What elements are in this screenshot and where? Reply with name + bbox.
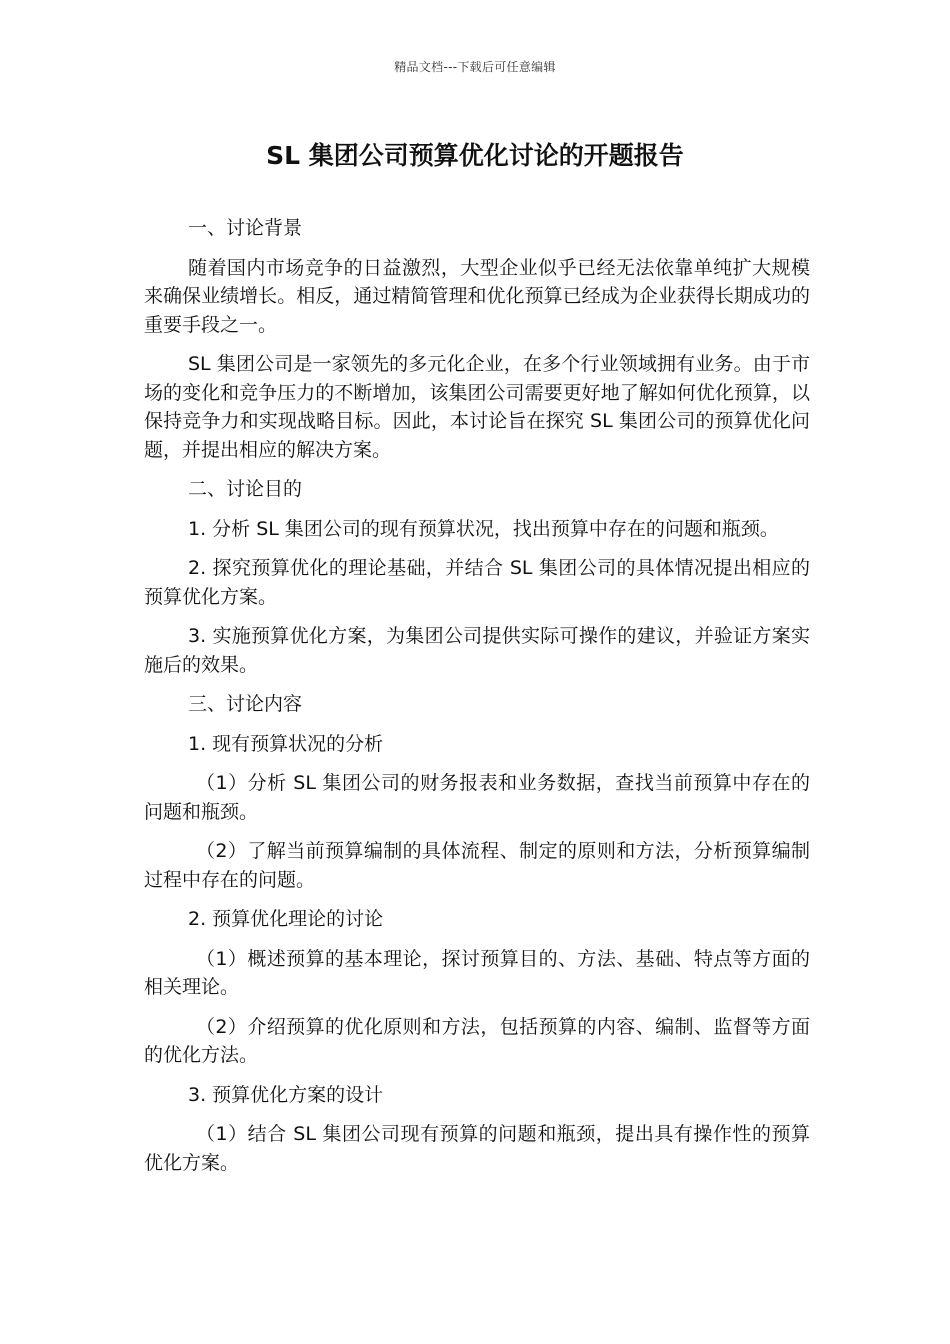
- document-body: [144, 214, 810, 1188]
- purpose-item-3: 3. 实施预算优化方案，为集团公司提供实际可操作的建议，并验证方案实施后的效果。: [144, 625, 810, 676]
- section-heading-purpose: 二、讨论目的: [188, 478, 303, 500]
- content-item-2-2: （2）介绍预算的优化原则和方法，包括预算的内容、编制、监督等方面的优化方法。: [144, 1015, 810, 1066]
- purpose-item-1: 1. 分析 SL 集团公司的现有预算状况，找出预算中存在的问题和瓶颈。: [188, 517, 779, 540]
- paragraph-background-2: SL 集团公司是一家领先的多元化企业，在多个行业领域拥有业务。由于市场的变化和竞争压力的不断增加，该集团公司需要更好地了解如何优化预算，以保持竞争力和实现战略目标。因此，本讨论旨在探究 SL 集团公司的预算优化问题，并提出相应的解决方案。: [144, 353, 810, 461]
- purpose-item-2: 2. 探究预算优化的理论基础，并结合 SL 集团公司的具体情况提出相应的预算优化方案。: [144, 557, 810, 608]
- header-note: 精品文档---下载后可任意编辑: [394, 60, 556, 74]
- content-subheading-3: 3. 预算优化方案的设计: [188, 1083, 384, 1106]
- section-heading-background: 一、讨论背景: [188, 217, 303, 239]
- content-item-1-1: （1）分析 SL 集团公司的财务报表和业务数据，查找当前预算中存在的问题和瓶颈。: [144, 772, 810, 823]
- content-item-3-1: （1）结合 SL 集团公司现有预算的问题和瓶颈，提出具有操作性的预算优化方案。: [144, 1123, 810, 1174]
- section-heading-content: 三、讨论内容: [188, 693, 303, 715]
- document-title: SL 集团公司预算优化讨论的开题报告: [266, 141, 684, 170]
- content-subheading-2: 2. 预算优化理论的讨论: [188, 908, 384, 930]
- content-item-2-1: （1）概述预算的基本理论，探讨预算目的、方法、基础、特点等方面的相关理论。: [144, 947, 810, 998]
- paragraph-background-1: 随着国内市场竞争的日益激烈，大型企业似乎已经无法依靠单纯扩大规模来确保业绩增长。相反，通过精简管理和优化预算已经成为企业获得长期成功的重要手段之一。: [144, 256, 810, 336]
- content-item-1-2: （2）了解当前预算编制的具体流程、制定的原则和方法，分析预算编制过程中存在的问题。: [144, 840, 810, 891]
- content-subheading-1: 1. 现有预算状况的分析: [188, 732, 384, 755]
